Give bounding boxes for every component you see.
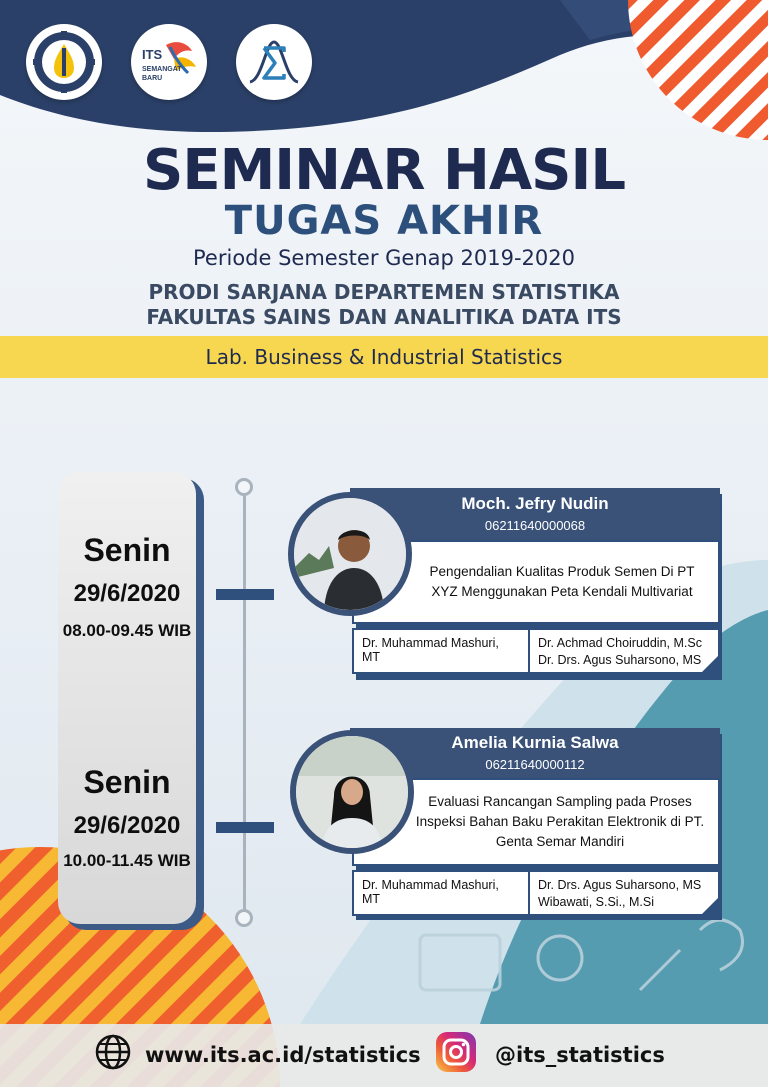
logo-baru-text: BARU: [142, 75, 163, 82]
session-1-time: 08.00-09.45 WIB: [62, 621, 192, 640]
advisor-2: Dr. Muhammad Mashuri, MT: [354, 872, 530, 914]
examiner-2a: Dr. Drs. Agus Suharsono, MS: [538, 878, 702, 892]
department-line1: PRODI SARJANA DEPARTEMEN STATISTIKA: [148, 280, 620, 304]
card-2-fold: [700, 896, 720, 916]
student-1-name: Moch. Jefry Nudin: [461, 494, 609, 513]
session-1-day: Senin: [83, 532, 171, 568]
website-link[interactable]: www.its.ac.id/statistics: [145, 1043, 421, 1067]
examiner-2b: Wibawati, S.Si., M.Si: [538, 895, 654, 909]
semester-period: Periode Semester Genap 2019-2020: [193, 246, 575, 270]
student-1-portrait-icon: [294, 498, 406, 610]
student-2-name: Amelia Kurnia Salwa: [451, 733, 619, 752]
globe-icon: [94, 1033, 132, 1071]
instagram-handle[interactable]: @its_statistics: [495, 1043, 665, 1067]
thesis-2-title: Evaluasi Rancangan Sampling pada Proses Inspeksi Bahan Baku Perakitan Elektronik di PT. Genta Semar Mandiri: [415, 794, 705, 849]
statistics-sigma-logo: [236, 24, 312, 100]
thesis-1-title: Pengendalian Kualitas Produk Semen Di PT XYZ Menggunakan Peta Kendali Multivariat: [429, 564, 695, 599]
student-1-id: 06211640000068: [484, 518, 586, 533]
timeline-marker-2: [216, 822, 274, 833]
session-1-date: 29/6/2020: [73, 580, 181, 607]
advisor-1: Dr. Muhammad Mashuri, MT: [354, 630, 530, 672]
timeline-marker-1: [216, 589, 274, 600]
logo-semangat-text: SEMANGAT: [142, 66, 182, 73]
card-1-advisors: [352, 628, 720, 674]
student-2-portrait-icon: [296, 736, 408, 848]
logo-its-text: ITS: [142, 47, 163, 62]
instagram-icon: [436, 1032, 476, 1072]
lab-name: Lab. Business & Industrial Statistics: [205, 345, 563, 369]
sigma-icon: [244, 32, 304, 92]
session-2-time: 10.00-11.45 WIB: [63, 851, 191, 870]
student-2-id: 06211640000112: [485, 757, 585, 772]
seminar-subtitle: TUGAS AKHIR: [224, 198, 544, 244]
lab-banner: [0, 336, 768, 378]
seminar-title: SEMINAR HASIL: [142, 138, 626, 203]
examiners-2: [530, 872, 709, 914]
timeline-end-dot: [235, 909, 253, 927]
card-1-fold: [700, 654, 720, 674]
its-emblem-logo: [26, 24, 102, 100]
session-2-date: 29/6/2020: [73, 812, 181, 839]
examiners-1: [530, 630, 710, 672]
department-line2: FAKULTAS SAINS DAN ANALITIKA DATA ITS: [146, 305, 622, 329]
session-2-day: Senin: [83, 764, 171, 800]
its-emblem-icon: [32, 30, 96, 94]
student-1-photo: [288, 492, 412, 616]
student-2-photo: [290, 730, 414, 854]
examiner-1b: Dr. Drs. Agus Suharsono, MS: [538, 653, 702, 667]
its-semangat-baru-logo: [131, 24, 207, 100]
card-2-advisors: [352, 870, 720, 916]
timeline-line: [243, 494, 246, 914]
examiner-1a: Dr. Achmad Choiruddin, M.Sc: [538, 636, 702, 650]
footer-bar: [0, 1024, 768, 1087]
timeline-start-dot: [235, 478, 253, 496]
its-semangat-baru-icon: [136, 37, 202, 87]
